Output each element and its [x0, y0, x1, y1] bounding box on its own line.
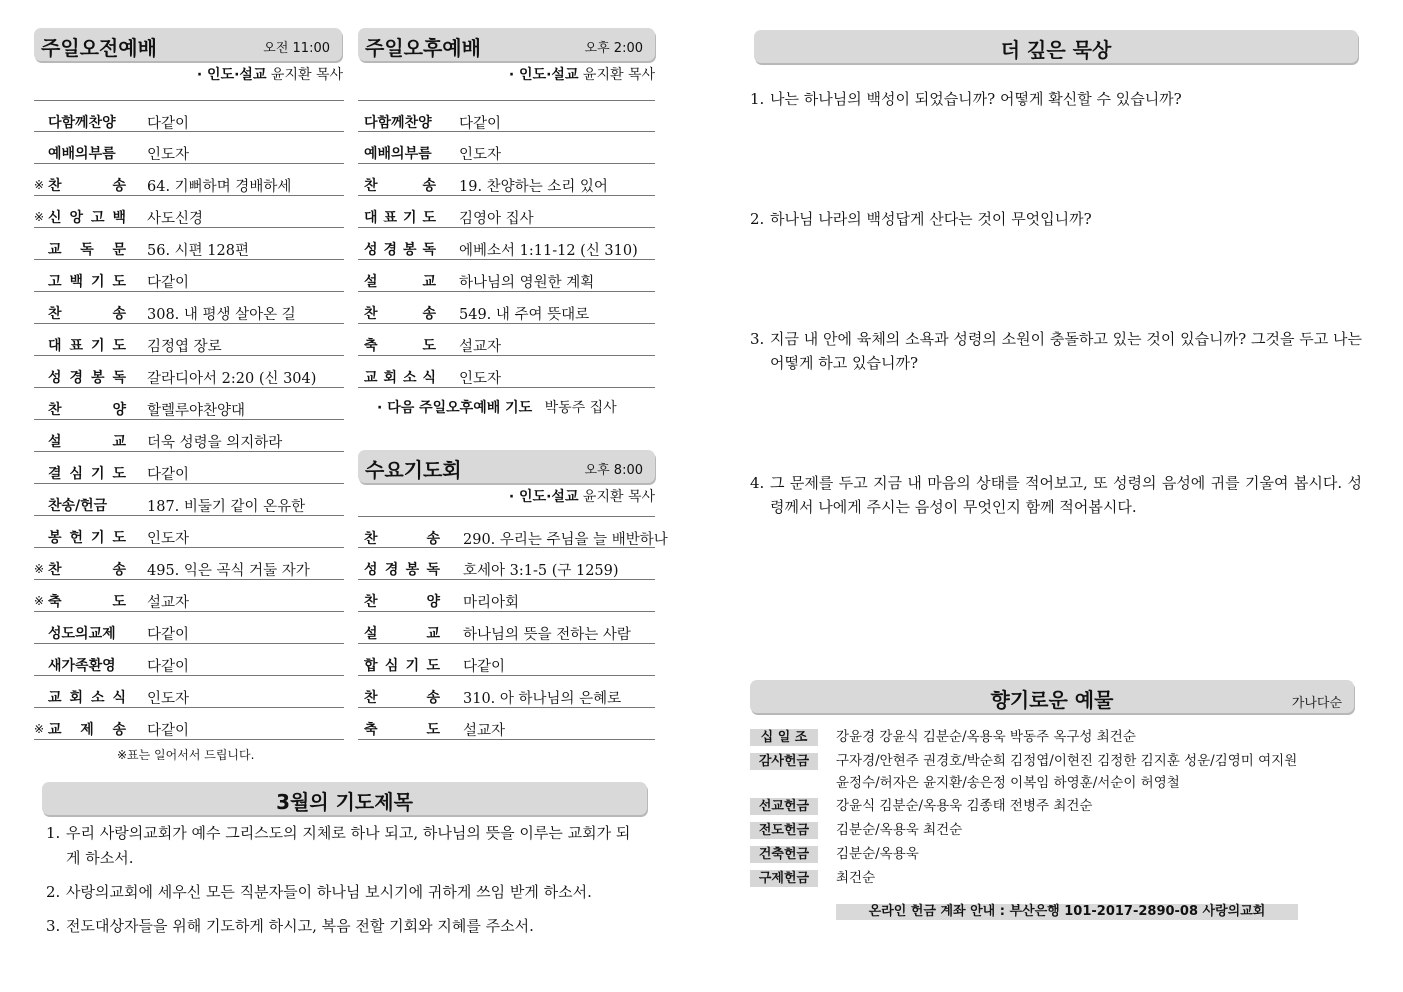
afternoon-leader-prefix: · 인도·설교: [508, 67, 579, 83]
order-value: 인도자: [459, 147, 502, 163]
order-value: 설교자: [463, 723, 506, 739]
order-label: 찬 송: [48, 306, 126, 322]
order-row: [34, 196, 344, 228]
order-value: 에베소서 1:11-12 (신 310): [459, 243, 638, 259]
offering-label: 십 일 조: [750, 729, 818, 746]
order-row: [358, 516, 668, 548]
meditation-question-text: 하나님 나라의 백성답게 산다는 것이 무엇입니까?: [770, 210, 1092, 228]
order-label: 찬송/헌금: [48, 498, 108, 514]
meditation-question-text: 지금 내 안에 육체의 소욕과 성령의 소원이 충돌하고 있는 것이 있습니까? 그것을 두고 나는 어떻게 하고 있습니까?: [770, 330, 1362, 372]
order-label: 찬 양: [364, 594, 440, 610]
order-row: [34, 420, 344, 452]
offering-names-continued: 윤정수/허자은 윤지환/송은정 이복임 하영훈/서순이 허영철: [836, 775, 1180, 791]
order-row: [34, 548, 344, 580]
offering-label: 선교헌금: [750, 798, 818, 815]
afternoon-leader: [509, 64, 655, 84]
order-label: 다함께찬양: [48, 115, 116, 131]
order-value: 다같이: [147, 116, 190, 132]
prayer-item: [46, 880, 636, 905]
order-label: 교 독 문: [48, 242, 126, 258]
order-value: 187. 비둘기 같이 온유한: [147, 499, 306, 515]
order-label: 성 경 봉 독: [48, 370, 126, 386]
order-value: 다같이: [147, 467, 190, 483]
offering-label: 전도헌금: [750, 822, 818, 839]
order-row: [34, 292, 344, 324]
afternoon-order-list: [358, 100, 655, 388]
order-row: [34, 580, 344, 612]
order-label: 찬 송: [364, 306, 436, 322]
wednesday-leader-prefix: · 인도·설교: [508, 489, 579, 505]
order-row: [358, 164, 655, 196]
afternoon-service-header: [358, 28, 655, 61]
standing-mark: ※: [34, 562, 45, 576]
order-value: 다같이: [147, 627, 190, 643]
order-row: [34, 100, 344, 132]
order-label: 교 회 소 식: [364, 370, 436, 386]
standing-note: ※표는 일어서서 드립니다.: [117, 748, 255, 762]
order-value: 호세아 3:1-5 (구 1259): [463, 563, 619, 579]
order-value: 인도자: [459, 371, 502, 387]
next-prayer-prefix: · 다음 주일오후예배 기도: [377, 400, 533, 416]
wednesday-order-list: [358, 516, 668, 740]
prayer-topics-list: [46, 821, 636, 948]
order-value: 갈라디아서 2:20 (신 304): [147, 371, 317, 387]
order-value: 하나님의 뜻을 전하는 사람: [463, 627, 631, 643]
order-label: 대 표 기 도: [364, 210, 436, 226]
order-value: 김영아 집사: [459, 211, 534, 227]
order-row: [34, 356, 344, 388]
order-label: 다함께찬양: [364, 115, 432, 131]
order-value: 인도자: [147, 147, 190, 163]
order-value: 하나님의 영원한 계획: [459, 275, 595, 291]
wednesday-service-title: 수요기도회: [365, 458, 462, 482]
afternoon-service-title: 주일오후예배: [365, 36, 481, 60]
order-row: [358, 612, 655, 644]
order-value: 19. 찬양하는 소리 있어: [459, 179, 608, 195]
order-label: 성 경 봉 독: [364, 242, 436, 258]
prayer-item-text: 우리 사랑의교회가 예수 그리스도의 지체로 하나 되고, 하나님의 뜻을 이루는 교회가 되게 하소서.: [66, 824, 631, 867]
order-row: [358, 260, 655, 292]
order-label: 찬 송: [48, 562, 126, 578]
order-label: 설 교: [364, 626, 440, 642]
order-value: 인도자: [147, 531, 190, 547]
order-row: [358, 228, 655, 260]
afternoon-leader-name: 윤지환 목사: [582, 67, 655, 83]
order-value: 다같이: [459, 116, 502, 132]
order-row: [34, 132, 344, 164]
meditation-header: [754, 30, 1358, 63]
order-label: 성 경 봉 독: [364, 562, 440, 578]
prayer-item: [46, 821, 636, 871]
offering-title: 향기로운 예물: [990, 688, 1114, 712]
wednesday-leader-name: 윤지환 목사: [582, 489, 655, 505]
offering-header: [750, 680, 1354, 713]
order-row: [358, 132, 655, 164]
meditation-question: [750, 471, 1362, 519]
morning-leader-prefix: · 인도·설교: [196, 67, 267, 83]
meditation-question-number: 1.: [750, 90, 765, 108]
wednesday-leader: [509, 486, 655, 506]
offering-names: 김분순/옥용욱 최건순: [836, 822, 963, 838]
order-label: 설 교: [364, 274, 436, 290]
order-value: 다같이: [463, 659, 506, 675]
order-label: 찬 송: [48, 178, 126, 194]
order-label: 예배의부름: [48, 146, 116, 162]
order-value: 할렐루야찬양대: [147, 403, 246, 419]
morning-service-title: 주일오전예배: [41, 36, 157, 60]
order-row: [34, 260, 344, 292]
order-row: [358, 196, 655, 228]
meditation-question: [750, 327, 1362, 375]
order-row: [34, 644, 344, 676]
meditation-question-text: 나는 하나님의 백성이 되었습니까? 어떻게 확신할 수 있습니까?: [770, 90, 1182, 108]
order-label: 축 도: [364, 338, 436, 354]
order-label: 교 제 송: [48, 722, 126, 738]
order-label: 찬 송: [364, 178, 436, 194]
wednesday-service-header: [358, 450, 655, 483]
wednesday-service-time: 오후 8:00: [584, 463, 643, 478]
offering-label: 건축헌금: [750, 846, 818, 863]
order-row: [358, 292, 655, 324]
standing-mark: ※: [34, 178, 45, 192]
next-prayer-name: 박동주 집사: [544, 400, 617, 416]
meditation-title: 더 깊은 묵상: [1000, 38, 1112, 62]
order-row: [358, 708, 655, 740]
order-row: [358, 644, 655, 676]
offering-names: 최건순: [836, 870, 876, 886]
order-value: 인도자: [147, 691, 190, 707]
prayer-item-number: 1.: [46, 824, 61, 842]
morning-service-header: [34, 28, 342, 61]
order-row: [34, 676, 344, 708]
order-value: 다같이: [147, 659, 190, 675]
meditation-question-number: 3.: [750, 330, 765, 348]
order-value: 설교자: [459, 339, 502, 355]
order-label: 설 교: [48, 434, 126, 450]
order-row: [34, 708, 344, 740]
prayer-item-number: 2.: [46, 883, 61, 901]
order-row: [358, 100, 655, 132]
order-label: 축 도: [48, 594, 126, 610]
order-row: [358, 580, 655, 612]
afternoon-service-time: 오후 2:00: [584, 41, 643, 56]
order-row: [34, 452, 344, 484]
offering-label: 구제헌금: [750, 870, 818, 887]
order-label: 신 앙 고 백: [48, 210, 126, 226]
order-value: 290. 우리는 주님을 늘 배반하나: [463, 532, 668, 548]
order-label: 고 백 기 도: [48, 274, 126, 290]
order-row: [34, 164, 344, 196]
online-offering-account: 온라인 헌금 계좌 안내 : 부산은행 101-2017-2890-08 사랑의교회: [836, 904, 1298, 920]
order-row: [34, 388, 344, 420]
order-label: 봉 헌 기 도: [48, 530, 126, 546]
order-value: 사도신경: [147, 211, 204, 227]
order-value: 64. 기뻐하며 경배하세: [147, 179, 292, 195]
order-label: 예배의부름: [364, 146, 432, 162]
morning-leader: [197, 64, 343, 84]
prayer-item-text: 사랑의교회에 세우신 모든 직분자들이 하나님 보시기에 귀하게 쓰임 받게 하소서.: [66, 883, 592, 901]
order-label: 대 표 기 도: [48, 338, 126, 354]
order-label: 찬 양: [48, 402, 126, 418]
order-label: 새가족환영: [48, 658, 116, 674]
offering-names: 강윤식 김분순/옥용욱 김종태 전병주 최건순: [836, 798, 1093, 814]
order-label: 성도의교제: [48, 626, 116, 642]
order-label: 교 회 소 식: [48, 690, 126, 706]
standing-mark: ※: [34, 722, 45, 736]
order-value: 김정엽 장로: [147, 339, 222, 355]
order-value: 308. 내 평생 살아온 길: [147, 307, 296, 323]
standing-mark: ※: [34, 594, 45, 608]
order-label: 찬 송: [364, 690, 440, 706]
order-label: 축 도: [364, 722, 440, 738]
order-row: [358, 548, 655, 580]
offering-names: 강윤경 강윤식 김분순/옥용욱 박동주 옥구성 최건순: [836, 729, 1136, 745]
order-value: 310. 아 하나님의 은혜로: [463, 691, 622, 707]
order-value: 마리아회: [463, 595, 520, 611]
order-value: 다같이: [147, 275, 190, 291]
offering-label: 감사헌금: [750, 753, 818, 770]
standing-mark: ※: [34, 210, 45, 224]
order-row: [358, 676, 655, 708]
order-row: [358, 356, 655, 388]
order-row: [34, 484, 344, 516]
morning-service-time: 오전 11:00: [263, 41, 330, 56]
order-label: 결 심 기 도: [48, 466, 126, 482]
order-value: 더욱 성령을 의지하라: [147, 435, 283, 451]
morning-leader-name: 윤지환 목사: [270, 67, 343, 83]
order-value: 다같이: [147, 723, 190, 739]
offering-names: 김분순/옥용욱: [836, 846, 919, 862]
offering-order-note: 가나다순: [1291, 696, 1342, 711]
order-row: [34, 228, 344, 260]
order-row: [34, 324, 344, 356]
offering-names: 구자경/안현주 권경호/박순희 김정엽/이현진 김정한 김지훈 성운/김영미 여지원: [836, 753, 1298, 769]
order-value: 56. 시편 128편: [147, 243, 249, 259]
order-label: 찬 송: [364, 531, 440, 547]
prayer-item-text: 전도대상자들을 위해 기도하게 하시고, 복음 전할 기회와 지혜를 주소서.: [66, 917, 534, 935]
order-value: 495. 익은 곡식 거둘 자가: [147, 563, 310, 579]
order-row: [358, 324, 655, 356]
prayer-topics-title: 3월의 기도제목: [276, 790, 413, 814]
meditation-question: [750, 87, 1362, 111]
order-label: 합 심 기 도: [364, 658, 440, 674]
meditation-question-number: 4.: [750, 474, 765, 492]
next-afternoon-prayer: [377, 397, 617, 417]
order-row: [34, 516, 344, 548]
prayer-item: [46, 914, 636, 939]
meditation-question: [750, 207, 1362, 231]
order-value: 설교자: [147, 595, 190, 611]
order-row: [34, 612, 344, 644]
meditation-question-number: 2.: [750, 210, 765, 228]
meditation-question-text: 그 문제를 두고 지금 내 마음의 상태를 적어보고, 또 성령의 음성에 귀를 기울여 봅시다. 성령께서 나에게 주시는 음성이 무엇인지 함께 적어봅시다.: [770, 474, 1362, 516]
morning-order-list: [34, 100, 344, 740]
prayer-item-number: 3.: [46, 917, 61, 935]
order-value: 549. 내 주여 뜻대로: [459, 307, 590, 323]
prayer-topics-header: [42, 782, 647, 815]
